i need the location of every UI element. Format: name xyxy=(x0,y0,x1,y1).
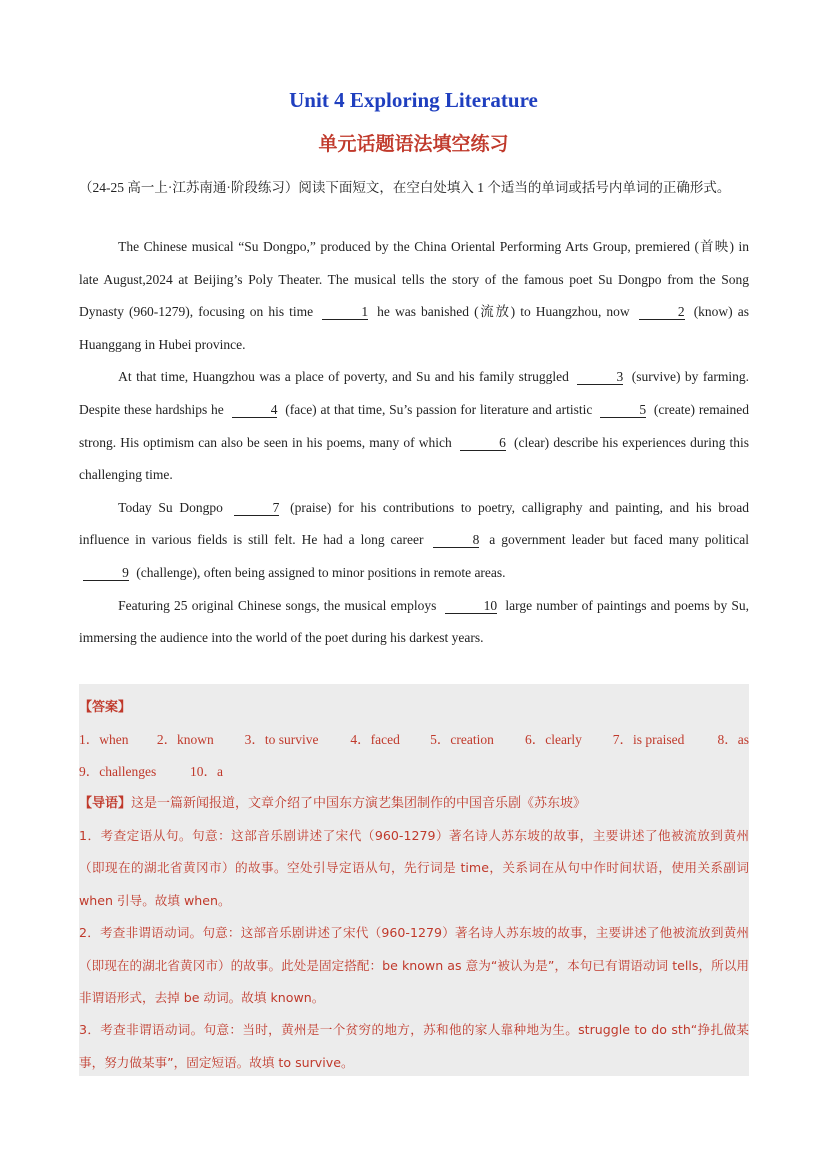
answer-item: 10．a xyxy=(190,764,223,779)
guide-text: 这是一篇新闻报道，文章介绍了中国东方演艺集团制作的中国音乐剧《苏东坡》 xyxy=(131,796,587,811)
explanation-1: 1．考查定语从句。句意：这部音乐剧讲述了宋代（960-1279）著名诗人苏东坡的故事，主要讲述了他被流放到黄州（即现在的湖北省黄冈市）的故事。空处引导定语从句，先行词是 time，关系词在从句中作时间状语，使用关系副词 when 引导。故填 when。 xyxy=(79,828,749,908)
guide-label: 【导语】 xyxy=(79,796,132,811)
passage-text: The Chinese musical “Su Dongpo,” produced by the China Oriental Performing Arts Group, premiered (首映) in late August,2024 at Beijing’s Poly Theater. The musical tells the story of the famous poet Su Dongpo from the Song Dynasty (960-1279), focusing on his time xyxy=(79,239,749,320)
blank-1: 1 xyxy=(322,304,368,320)
guide-line xyxy=(79,788,749,820)
passage-text: (create) remained strong. His optimism can also be seen in his poems, many of which xyxy=(79,401,750,450)
reading-passage xyxy=(79,231,749,655)
blank-4: 4 xyxy=(232,402,278,418)
page-subtitle: 单元话题语法填空练习 xyxy=(318,133,509,155)
answer-item: 1．when xyxy=(79,732,129,747)
explanation-3: 3．考查非谓语动词。句意：当时，黄州是一个贫穷的地方，苏和他的家人靠种地为生。struggle to do sth“挣扎做某事，努力做某事”，固定短语。故填 to survive。 xyxy=(79,1022,749,1070)
answer-item: 4．faced xyxy=(350,732,400,747)
passage-text: large number of paintings and poems by Su, immersing the audience into the world of the poet during his darkest years. xyxy=(79,597,750,646)
blank-6: 6 xyxy=(460,435,506,451)
answer-row-1 xyxy=(79,724,749,756)
passage-text: he was banished (流放) to Huangzhou, now xyxy=(377,304,630,320)
page-title: Unit 4 Exploring Literature xyxy=(289,88,538,112)
blank-8: 8 xyxy=(433,532,479,548)
answer-item: 6．clearly xyxy=(524,732,582,747)
answer-item: 9．challenges xyxy=(79,764,157,779)
blank-9: 9 xyxy=(83,565,129,581)
passage-text: (clear) describe his experiences during this challenging time. xyxy=(79,434,750,483)
passage-text: (challenge), often being assigned to minor positions in remote areas. xyxy=(136,564,506,580)
blank-7: 7 xyxy=(234,500,280,516)
passage-paragraph-1 xyxy=(79,231,749,361)
blank-3: 3 xyxy=(577,369,623,385)
passage-paragraph-4 xyxy=(79,590,749,655)
blank-5: 5 xyxy=(600,402,646,418)
answer-row-2 xyxy=(79,756,749,788)
passage-text: (face) at that time, Su’s passion for literature and artistic xyxy=(285,401,593,417)
passage-text: a government leader but faced many political xyxy=(489,532,749,548)
answer-item: 7．is praised xyxy=(612,732,685,747)
passage-paragraph-3 xyxy=(79,492,749,590)
answer-item: 5．creation xyxy=(430,732,494,747)
answer-item: 8．as xyxy=(717,732,749,747)
passage-paragraph-2 xyxy=(79,361,749,491)
passage-text: (praise) for his contributions to poetry, calligraphy and painting, and his broad influence in various fields is still felt. He had a long career xyxy=(79,499,750,548)
passage-text: (survive) by farming. Despite these hardships he xyxy=(79,369,750,417)
answer-heading: 【答案】 xyxy=(79,700,132,715)
passage-text: (know) as Huanggang in Hubei province. xyxy=(79,304,749,352)
passage-text: Featuring 25 original Chinese songs, the musical employs xyxy=(118,597,437,613)
instruction-text: （24-25 高一上·江苏南通·阶段练习）阅读下面短文，在空白处填入 1 个适当的单词或括号内单词的正确形式。 xyxy=(79,180,731,195)
passage-text: At that time, Huangzhou was a place of poverty, and Su and his family struggled xyxy=(118,369,569,385)
answer-section xyxy=(79,684,749,1076)
explanation-2: 2．考查非谓语动词。句意：这部音乐剧讲述了宋代（960-1279）著名诗人苏东坡的故事，主要讲述了他被流放到黄州（即现在的湖北省黄冈市）的故事。此处是固定搭配：be known as 意为“被认为是”，本句已有谓语动词 tells，所以用非谓语形式，去掉 be 动词。故填 known。 xyxy=(79,925,749,1006)
blank-2: 2 xyxy=(639,304,685,320)
blank-10: 10 xyxy=(445,598,498,614)
answer-item: 3．to survive xyxy=(244,732,319,747)
passage-text: Today Su Dongpo xyxy=(118,499,223,515)
answer-item: 2．known xyxy=(156,732,214,747)
